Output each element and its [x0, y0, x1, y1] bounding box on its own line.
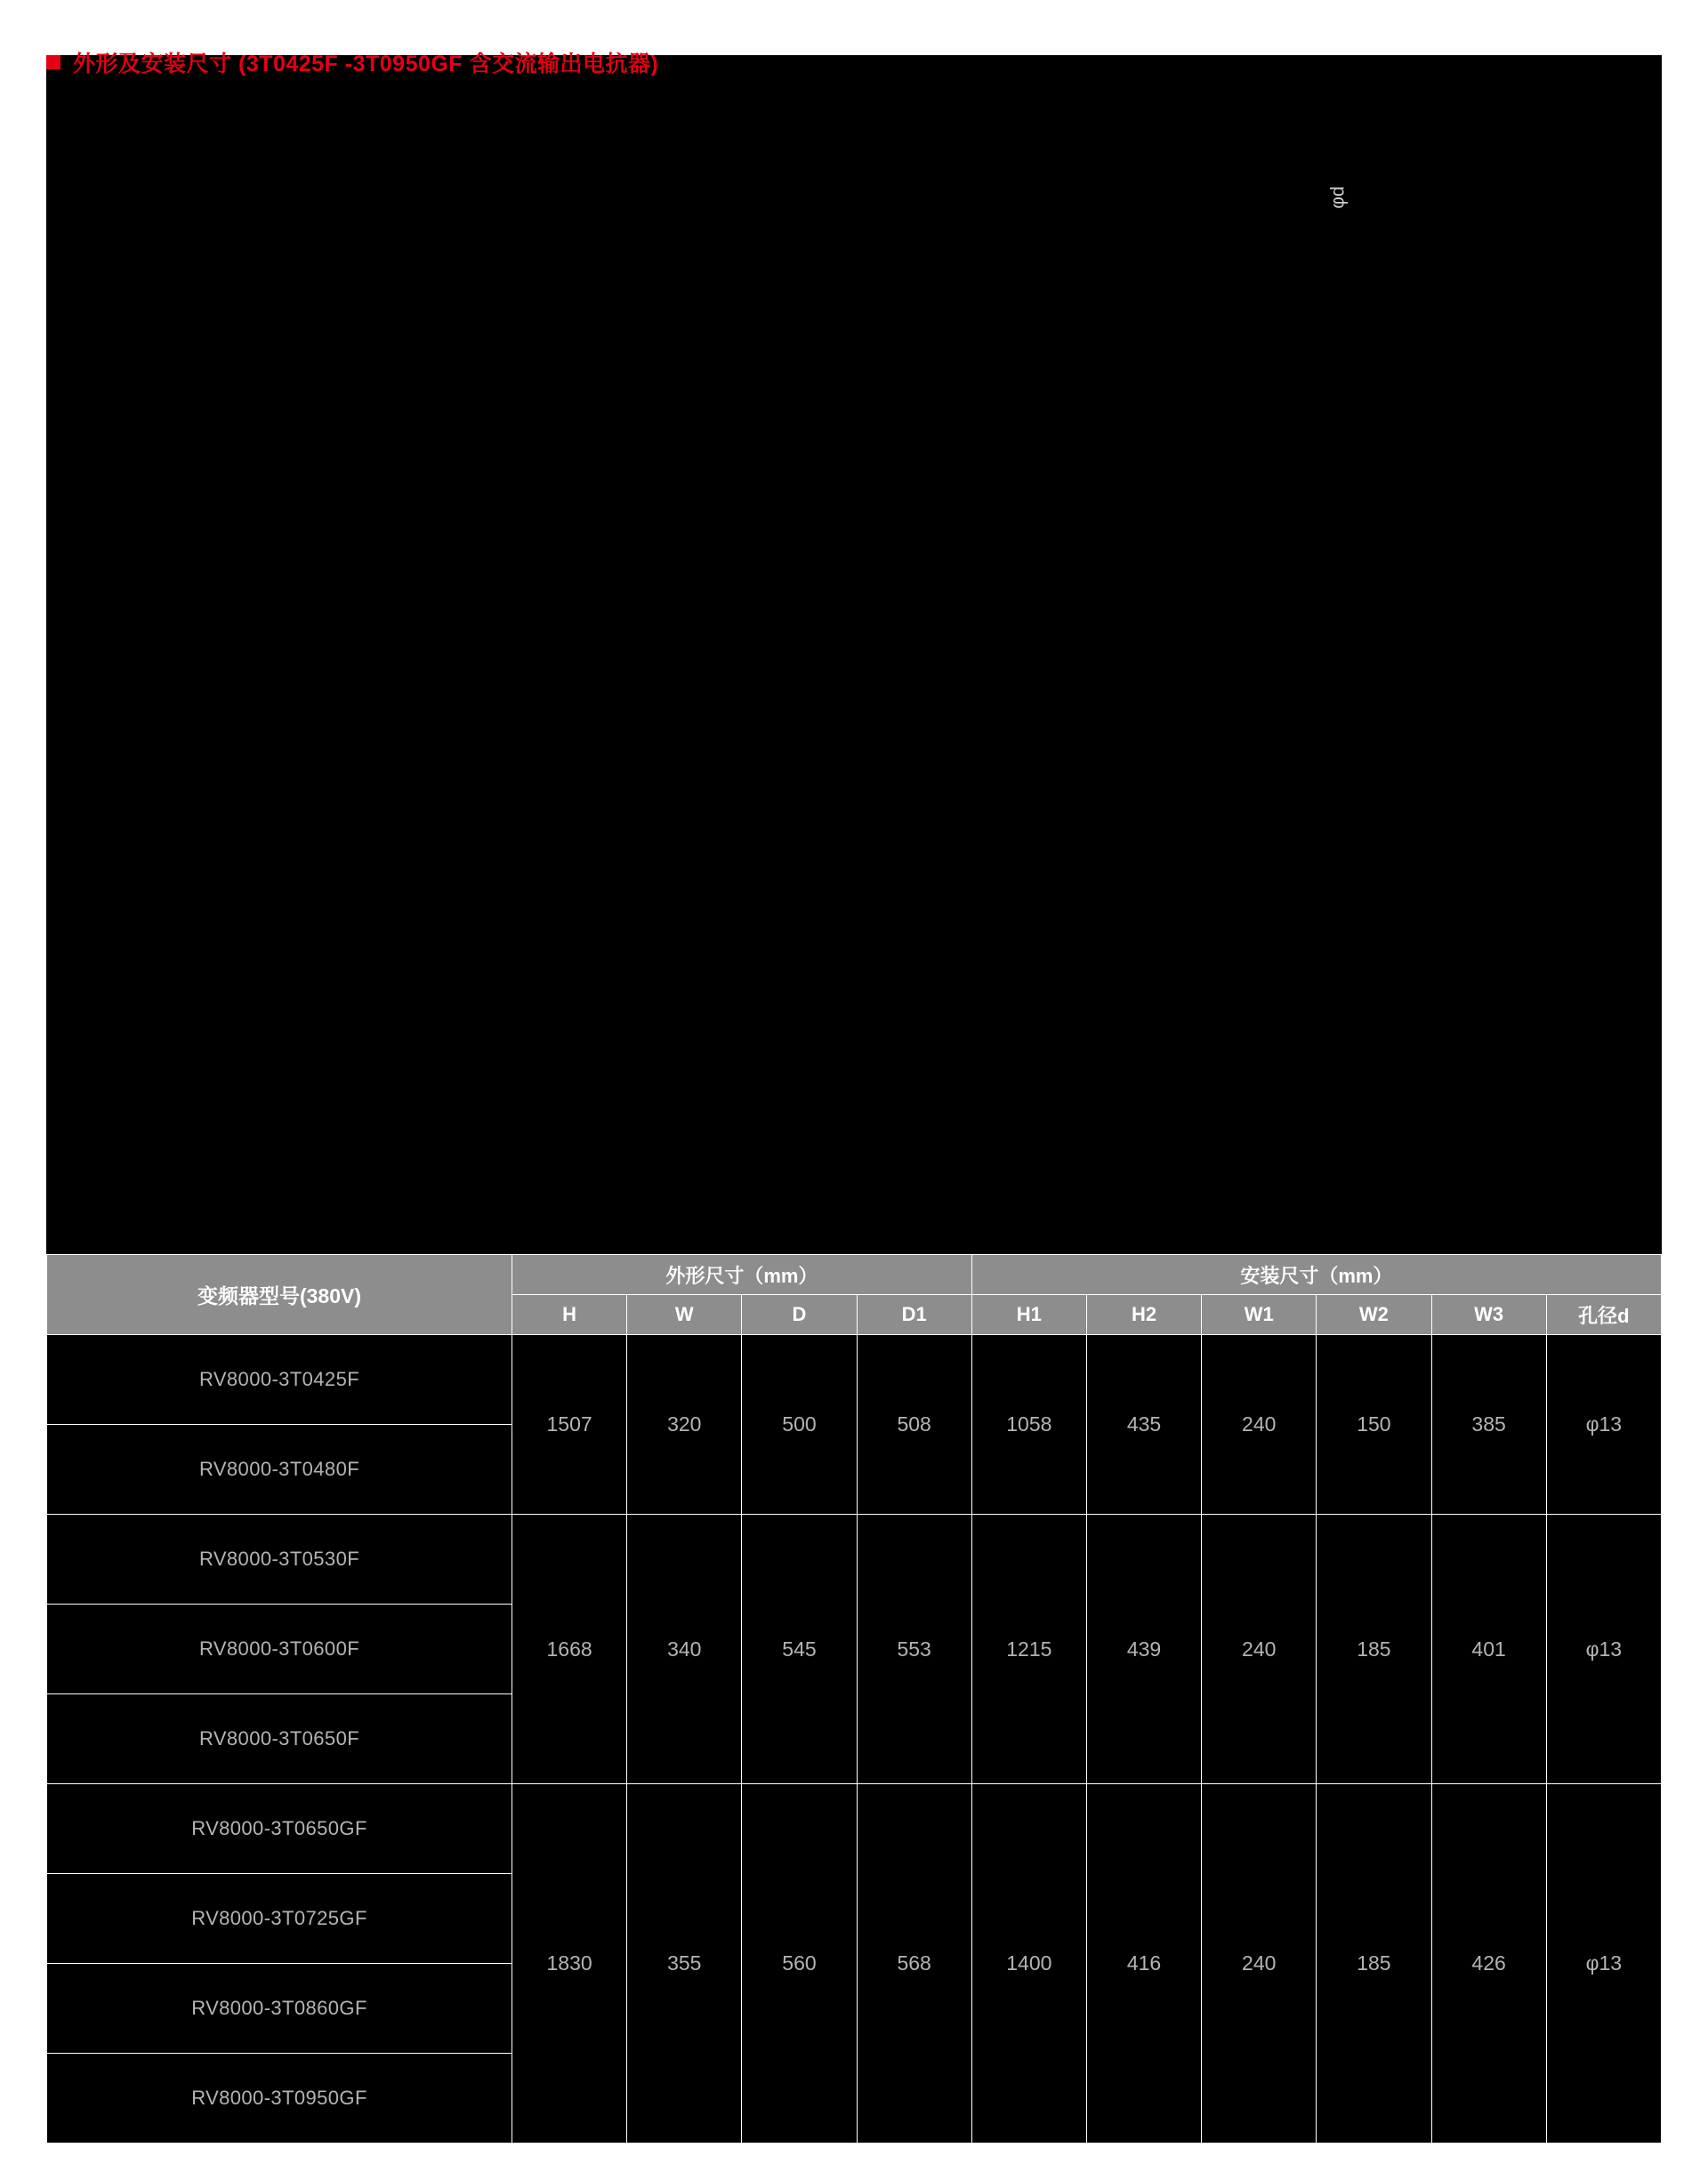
table-body: [47, 1335, 1662, 2144]
column-header-d: D: [742, 1295, 857, 1335]
value-h1: 1058: [971, 1335, 1086, 1515]
column-header-d1: D1: [857, 1295, 971, 1335]
column-header-h2: H2: [1086, 1295, 1201, 1335]
table-row: [47, 1784, 1662, 1874]
model-name: RV8000-3T0425F: [47, 1335, 512, 1425]
column-group-outline: 外形尺寸（mm）: [512, 1255, 972, 1295]
table-header-row-1: [47, 1255, 1662, 1295]
value-d1: 508: [857, 1335, 971, 1515]
column-header-hole: 孔径d: [1546, 1295, 1661, 1335]
column-header-h1: H1: [971, 1295, 1086, 1335]
value-w2: 150: [1317, 1335, 1431, 1515]
value-d: 500: [742, 1335, 857, 1515]
model-name: RV8000-3T0480F: [47, 1425, 512, 1515]
value-w: 355: [627, 1784, 742, 2144]
value-w1: 240: [1202, 1784, 1317, 2144]
value-hole: φ13: [1546, 1784, 1661, 2144]
value-w3: 401: [1431, 1515, 1546, 1784]
value-w1: 240: [1202, 1335, 1317, 1515]
drawing-right-notch: [1662, 55, 1708, 829]
section-title-text: 外形及安装尺寸 (3T0425F -3T0950GF 含交流输出电抗器): [73, 52, 659, 76]
column-header-w2: W2: [1317, 1295, 1431, 1335]
value-h1: 1215: [971, 1515, 1086, 1784]
model-name: RV8000-3T0725GF: [47, 1874, 512, 1964]
value-h2: 416: [1086, 1784, 1201, 2144]
table-header: [47, 1255, 1662, 1335]
column-header-h: H: [512, 1295, 627, 1335]
value-h: 1668: [512, 1515, 627, 1784]
model-name: RV8000-3T0530F: [47, 1515, 512, 1605]
value-h1: 1400: [971, 1784, 1086, 2144]
value-w: 340: [627, 1515, 742, 1784]
column-header-w3: W3: [1431, 1295, 1546, 1335]
value-d: 560: [742, 1784, 857, 2144]
model-name: RV8000-3T0650GF: [47, 1784, 512, 1874]
column-header-w1: W1: [1202, 1295, 1317, 1335]
value-h: 1507: [512, 1335, 627, 1515]
value-h2: 435: [1086, 1335, 1201, 1515]
section-title: [46, 46, 658, 78]
value-w3: 426: [1431, 1784, 1546, 2144]
dimensions-table: [46, 1254, 1662, 2144]
model-name: RV8000-3T0600F: [47, 1605, 512, 1694]
value-h2: 439: [1086, 1515, 1201, 1784]
table-row: [47, 1515, 1662, 1605]
value-h: 1830: [512, 1784, 627, 2144]
column-group-mounting: 安装尺寸（mm）: [971, 1255, 1661, 1295]
value-d: 545: [742, 1515, 857, 1784]
value-hole: φ13: [1546, 1335, 1661, 1515]
model-name: RV8000-3T0860GF: [47, 1964, 512, 2054]
model-name: RV8000-3T0950GF: [47, 2054, 512, 2144]
value-w2: 185: [1317, 1784, 1431, 2144]
column-header-model: 变频器型号(380V): [47, 1255, 512, 1335]
drawing-lower-extension: [46, 827, 1662, 1254]
column-header-w: W: [627, 1295, 742, 1335]
value-w1: 240: [1202, 1515, 1317, 1784]
value-w2: 185: [1317, 1515, 1431, 1784]
hole-diameter-label: φd: [1327, 186, 1349, 209]
value-w: 320: [627, 1335, 742, 1515]
value-hole: φ13: [1546, 1515, 1661, 1784]
bullet-square-icon: [46, 55, 60, 69]
value-d1: 568: [857, 1784, 971, 2144]
model-name: RV8000-3T0650F: [47, 1694, 512, 1784]
value-d1: 553: [857, 1515, 971, 1784]
table-row: [47, 1335, 1662, 1425]
value-w3: 385: [1431, 1335, 1546, 1515]
